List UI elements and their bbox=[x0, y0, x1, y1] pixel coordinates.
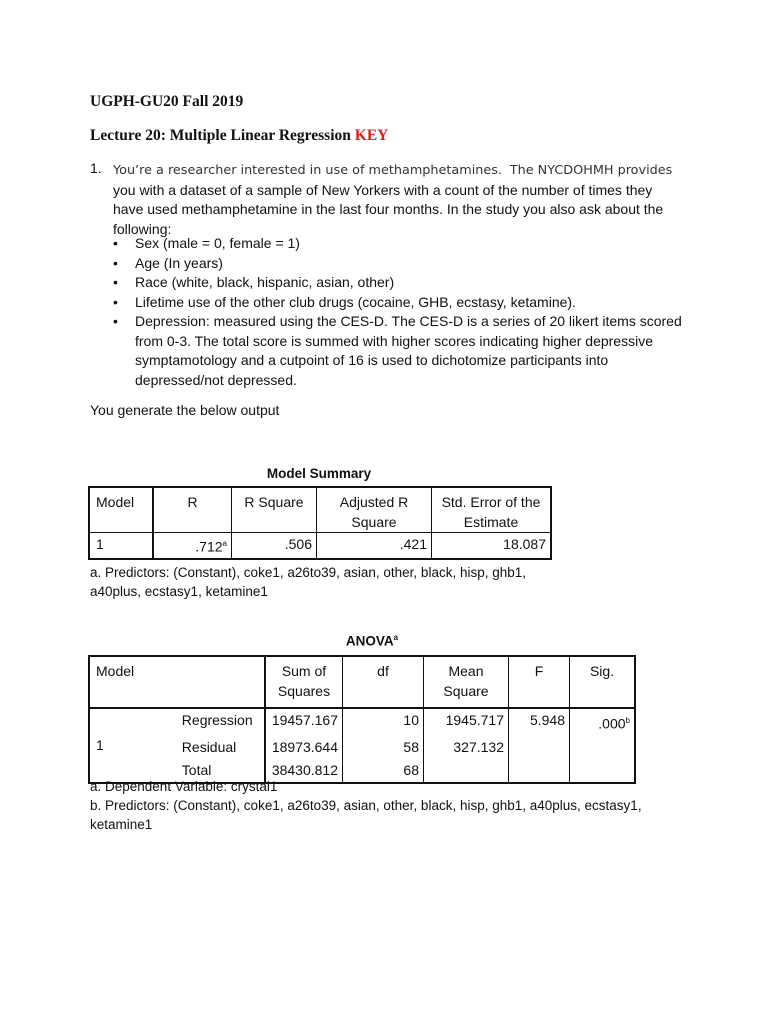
bullet-icon: • bbox=[113, 293, 118, 310]
table-row bbox=[89, 736, 635, 759]
cell-model-number: 1 bbox=[89, 708, 104, 783]
model-summary-title: Model Summary bbox=[266, 466, 372, 481]
cell-f: 5.948 bbox=[509, 708, 570, 736]
list-item-text: Age (In years) bbox=[135, 254, 223, 271]
cell-r-square: .506 bbox=[232, 533, 317, 559]
list-item bbox=[113, 312, 688, 390]
anova-table bbox=[88, 655, 636, 784]
cell-ss: 38430.812 bbox=[265, 759, 343, 783]
cell-ms: 1945.717 bbox=[424, 708, 509, 736]
cell-r bbox=[153, 533, 232, 559]
cell-df: 58 bbox=[343, 736, 424, 759]
bullet-icon: • bbox=[113, 274, 118, 290]
cell-sig-value: .000 bbox=[598, 715, 626, 732]
anova-footnote-b: b. Predictors: (Constant), coke1, a26to39, asian, other, black, hisp, ghb1, a40plus, ecstasy1, ketamine1 bbox=[90, 798, 642, 832]
question-rest: you with a dataset of a sample of New Yorkers with a count of the number of times they have used methamphetamine in the last four months. In the study you also ask about the following: bbox=[113, 181, 664, 237]
bullet-icon: • bbox=[113, 313, 118, 329]
footnote-marker: a bbox=[222, 539, 227, 548]
header-df: df bbox=[343, 656, 424, 708]
cell-ss: 18973.644 bbox=[265, 736, 343, 759]
question-number: 1. bbox=[90, 160, 102, 176]
header-adjusted-r-square: Adjusted R Square bbox=[317, 487, 432, 533]
bullet-list bbox=[113, 234, 688, 390]
anova-footnotes bbox=[90, 777, 650, 834]
footnote-marker: b bbox=[625, 716, 630, 725]
cell-model: 1 bbox=[89, 533, 153, 559]
row-label-residual: Residual bbox=[104, 736, 265, 759]
cell-ss: 19457.167 bbox=[265, 708, 343, 736]
list-item bbox=[113, 234, 688, 254]
cell-ms: 327.132 bbox=[424, 736, 509, 759]
list-item bbox=[113, 293, 688, 313]
header-sig: Sig. bbox=[570, 656, 636, 708]
cell-sig bbox=[570, 708, 636, 736]
lecture-title bbox=[90, 127, 388, 145]
model-summary-table bbox=[88, 486, 552, 560]
list-item-text: Sex (male = 0, female = 1) bbox=[135, 235, 300, 251]
list-item-text: Depression: measured using the CES-D. The CES-D is a series of 20 likert items scored from 0-3. The total score is summed with higher scores indicating higher depressive symptamotology and a cutpoint of 16 is used to dichotomize participants into depressed/not depressed. bbox=[135, 313, 682, 388]
header-f: F bbox=[509, 656, 570, 708]
header-model: Model bbox=[89, 487, 153, 533]
header-std-error: Std. Error of the Estimate bbox=[432, 487, 552, 533]
list-item-text: Lifetime use of the other club drugs (cocaine, GHB, ecstasy, ketamine). bbox=[135, 293, 576, 310]
cell-df: 10 bbox=[343, 708, 424, 736]
output-intro: You generate the below output bbox=[90, 402, 280, 418]
course-title: UGPH-GU20 Fall 2019 bbox=[90, 93, 244, 110]
table-header-row bbox=[89, 487, 551, 533]
header-r-square: R Square bbox=[232, 487, 317, 533]
footnote-marker: a bbox=[393, 633, 399, 642]
row-label-regression: Regression bbox=[104, 708, 265, 736]
header-sum-of-squares: Sum of Squares bbox=[265, 656, 343, 708]
model-summary-footnote: a. Predictors: (Constant), coke1, a26to39, asian, other, black, hisp, ghb1, a40plus, ecstasy1, ketamine1 bbox=[90, 565, 527, 599]
cell-r-value: .712 bbox=[195, 538, 223, 555]
question-text bbox=[113, 160, 683, 239]
cell-adjusted-r-square: .421 bbox=[317, 533, 432, 559]
table-row bbox=[89, 533, 551, 559]
header-mean-square: Mean Square bbox=[424, 656, 509, 708]
question-first-sentence: You’re a researcher interested in use of methamphetamines. bbox=[113, 163, 503, 178]
lecture-title-text: Lecture 20: Multiple Linear Regression bbox=[90, 127, 351, 144]
cell-f bbox=[509, 736, 570, 759]
key-label: KEY bbox=[354, 127, 389, 144]
list-item bbox=[113, 254, 688, 274]
anova-title-text: ANOVA bbox=[345, 633, 394, 649]
bullet-icon: • bbox=[113, 254, 118, 271]
cell-sig bbox=[570, 736, 636, 759]
list-item bbox=[113, 273, 688, 293]
row-label-total: Total bbox=[104, 759, 265, 783]
header-model: Model bbox=[89, 656, 265, 708]
anova-title bbox=[88, 633, 656, 649]
table-row bbox=[89, 708, 635, 736]
bullet-icon: • bbox=[113, 235, 118, 251]
list-item-text: Race (white, black, hispanic, asian, other) bbox=[135, 274, 395, 290]
header-r: R bbox=[153, 487, 232, 533]
table-header-row bbox=[89, 656, 635, 708]
cell-std-error: 18.087 bbox=[432, 533, 552, 559]
anova-footnote-a: a. Dependent Variable: crystal1 bbox=[90, 779, 278, 794]
question-second-sentence: The NYCDOHMH provides bbox=[509, 163, 673, 178]
cell-df: 68 bbox=[343, 759, 424, 783]
